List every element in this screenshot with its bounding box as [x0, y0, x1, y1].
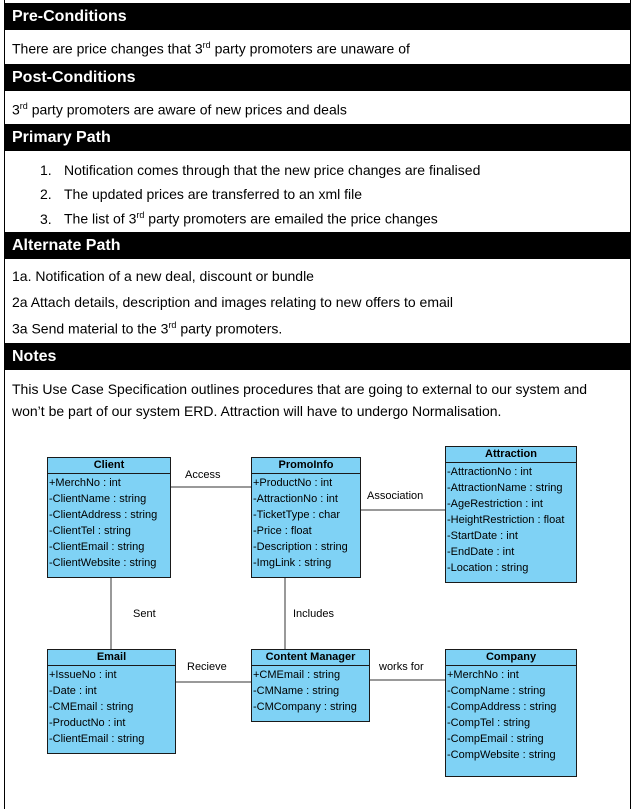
notes-text: This Use Case Specification outlines procedures that are going to external to our system and won’t be part of our system ERD. Attraction will have to undergo Normalisation. [12, 381, 588, 419]
notes-header: Notes [5, 344, 630, 370]
class-name: PromoInfo [252, 458, 360, 474]
list-item: 3. The list of 3rd party promoters are emailed the price changes [40, 210, 438, 227]
class-attribute: -CompTel : string [447, 717, 531, 729]
class-attribute: +MerchNo : int [447, 669, 519, 681]
class-name: Content Manager [252, 650, 369, 666]
class-attribute: -ClientEmail : string [49, 541, 145, 553]
class-attribute: -CMName : string [253, 685, 340, 697]
primary-path-header: Primary Path [5, 125, 630, 151]
class-email [47, 649, 176, 754]
class-attribute: -CompEmail : string [447, 733, 544, 745]
class-attribute: +ProductNo : int [253, 477, 333, 489]
class-attribute: -ClientWebsite : string [49, 557, 157, 569]
class-attribute: -Location : string [447, 562, 529, 574]
class-name: Client [48, 458, 170, 474]
alternate-path-header: Alternate Path [5, 233, 630, 259]
class-attribute: -StartDate : int [447, 530, 518, 542]
class-name: Company [446, 650, 576, 666]
class-attribute: -CompAddress : string [447, 701, 557, 713]
class-attribute: -Description : string [253, 541, 348, 553]
list-item: 2. The updated prices are transferred to an xml file [40, 186, 363, 202]
class-attribute: -AgeRestriction : int [447, 498, 543, 510]
relation-label-works-for: works for [379, 661, 424, 673]
class-attribute: -Price : float [253, 525, 312, 537]
post-conditions-text: 3rd party promoters are aware of new prices and deals [12, 101, 347, 118]
class-attribute: -EndDate : int [447, 546, 515, 558]
class-attribute: +IssueNo : int [49, 669, 117, 681]
class-attribute: -AttractionNo : int [253, 493, 338, 505]
class-name: Attraction [446, 447, 576, 463]
class-attraction [445, 446, 577, 583]
class-attribute: +MerchNo : int [49, 477, 121, 489]
relation-label-recieve: Recieve [187, 661, 227, 673]
class-attribute: -ImgLink : string [253, 557, 332, 569]
class-attribute: +CMEmail : string [253, 669, 341, 681]
class-attribute: -ClientTel : string [49, 525, 131, 537]
class-attribute: -Date : int [49, 685, 97, 697]
post-conditions-header: Post-Conditions [5, 65, 630, 91]
relation-label-association: Association [367, 490, 424, 502]
alternate-step: 2a Attach details, description and images relating to new offers to email [12, 294, 453, 310]
class-name: Email [48, 650, 175, 666]
class-attribute: -CMEmail : string [49, 701, 134, 713]
relation-label-includes: Includes [293, 608, 334, 620]
class-content-manager [251, 649, 370, 722]
class-attribute: -CompName : string [447, 685, 546, 697]
class-attribute: -ClientName : string [49, 493, 147, 505]
class-promoinfo [251, 457, 361, 578]
class-attribute: -ClientAddress : string [49, 509, 158, 521]
class-attribute: -TicketType : char [253, 509, 341, 521]
class-company [445, 649, 577, 777]
relation-label-sent: Sent [133, 608, 156, 620]
class-client [47, 457, 171, 578]
class-attribute: -AttractionName : string [447, 482, 563, 494]
class-attribute: -HeightRestriction : float [447, 514, 565, 526]
alternate-step: 1a. Notification of a new deal, discount or bundle [12, 268, 314, 284]
class-attribute: -ClientEmail : string [49, 733, 145, 745]
class-attribute: -AttractionNo : int [447, 466, 532, 478]
class-attribute: -ProductNo : int [49, 717, 126, 729]
pre-conditions-header: Pre-Conditions [5, 4, 630, 30]
list-item: 1. Notification comes through that the new price changes are finalised [40, 162, 481, 178]
relation-label-access: Access [185, 469, 221, 481]
class-attribute: -CMCompany : string [253, 701, 357, 713]
class-attribute: -CompWebsite : string [447, 749, 556, 761]
pre-conditions-text: There are price changes that 3rd party promoters are unaware of [12, 40, 410, 57]
alternate-step: 3a Send material to the 3rd party promoters. [12, 320, 283, 337]
